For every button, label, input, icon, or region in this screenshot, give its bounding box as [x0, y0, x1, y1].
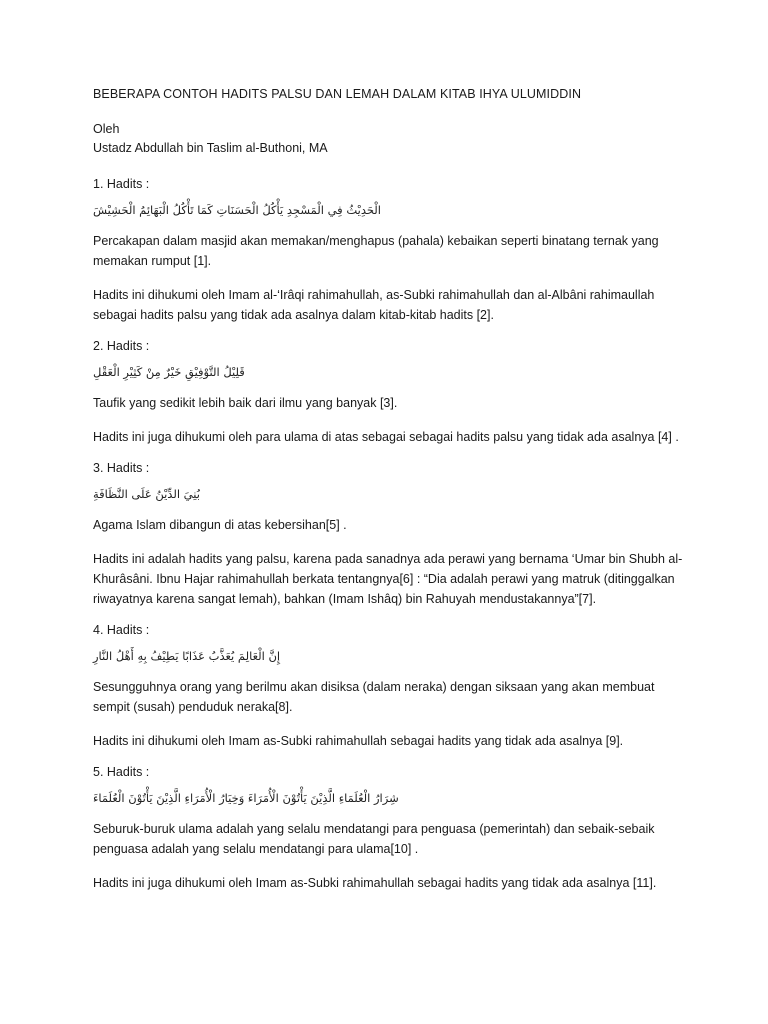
- hadith-translation: Taufik yang sedikit lebih baik dari ilmu yang banyak [3].: [93, 396, 398, 410]
- hadith-translation: Percakapan dalam masjid akan memakan/menghapus (pahala) kebaikan seperti binatang ternak yang memakan rumput [1].: [93, 234, 659, 268]
- hadith-section-3: [93, 461, 708, 609]
- hadith-ruling: Hadits ini dihukumi oleh Imam as-Subki rahimahullah sebagai hadits yang tidak ada asalnya [9].: [93, 734, 624, 748]
- hadith-section-5: [93, 765, 708, 893]
- hadith-arabic-text: شِرَارُ الْعُلَمَاءِ الَّذِيْنَ يَأْتُوْنَ الْأُمَرَاءَ وَخِيَارُ الْأُمَرَاءِ الَّذِيْنَ يَأْتُوْنَ الْعُلَمَاءَ: [93, 791, 399, 805]
- hadith-ruling: Hadits ini juga dihukumi oleh Imam as-Subki rahimahullah sebagai hadits yang tidak ada asalnya [11].: [93, 876, 657, 890]
- author-name: Ustadz Abdullah bin Taslim al-Buthoni, MA: [93, 141, 328, 155]
- hadith-heading: 3. Hadits :: [93, 461, 150, 475]
- hadith-arabic-text: بُنِيَ الدِّيْنُ عَلَى النَّظَافَةِ: [93, 487, 200, 501]
- hadith-translation: Seburuk-buruk ulama adalah yang selalu mendatangi para penguasa (pemerintah) dan sebaik-sebaik penguasa adalah yang selalu mendatangi para ulama[10] .: [93, 822, 655, 856]
- hadith-heading: 2. Hadits :: [93, 339, 150, 353]
- hadith-ruling: Hadits ini adalah hadits yang palsu, karena pada sanadnya ada perawi yang bernama ‘Umar bin Shubh al-Khurâsâni. Ibnu Hajar rahimahullah berkata tentangnya[6] : “Dia adalah perawi yang matruk (ditinggalkan riwayatnya karena sangat lemah), bahkan (Imam Ishâq) bin Rahuyah mendustakannya”[7].: [93, 552, 683, 606]
- hadith-section-1: [93, 177, 708, 325]
- hadith-translation: Sesungguhnya orang yang berilmu akan disiksa (dalam neraka) dengan siksaan yang akan membuat sempit (susah) penduduk neraka[8].: [93, 680, 655, 714]
- hadith-section-2: [93, 339, 708, 447]
- hadith-arabic-text: الْحَدِيْثُ فِي الْمَسْجِدِ يَأْكُلُ الْحَسَنَاتِ كَمَا تَأْكُلُ الْبَهَائِمُ الْحَشِيْشَ: [93, 203, 381, 217]
- hadith-section-4: [93, 623, 708, 751]
- hadith-arabic-text: إِنَّ الْعَالِمَ يُعَذَّبُ عَذَابًا يَطِيْفُ بِهِ أَهْلُ النَّارِ: [93, 649, 281, 663]
- hadith-heading: 4. Hadits :: [93, 623, 150, 637]
- hadith-translation: Agama Islam dibangun di atas kebersihan[5] .: [93, 518, 347, 532]
- document-title: BEBERAPA CONTOH HADITS PALSU DAN LEMAH DALAM KITAB IHYA ULUMIDDIN: [93, 87, 582, 101]
- hadith-heading: 1. Hadits :: [93, 177, 150, 191]
- hadith-ruling: Hadits ini dihukumi oleh Imam al-‘Irâqi rahimahullah, as-Subki rahimahullah dan al-Albâni rahimaullah sebagai hadits palsu yang tidak ada asalnya dalam kitab-kitab hadits [2].: [93, 288, 655, 322]
- author-block: [93, 120, 708, 158]
- byline: Oleh: [93, 122, 120, 136]
- hadith-heading: 5. Hadits :: [93, 765, 150, 779]
- hadith-arabic-text: قَلِيْلُ التَّوْفِيْقِ خَيْرٌ مِنْ كَثِيْرِ الْعَقْلِ: [93, 365, 245, 379]
- hadith-ruling: Hadits ini juga dihukumi oleh para ulama di atas sebagai sebagai hadits palsu yang tidak ada asalnya [4] .: [93, 430, 679, 444]
